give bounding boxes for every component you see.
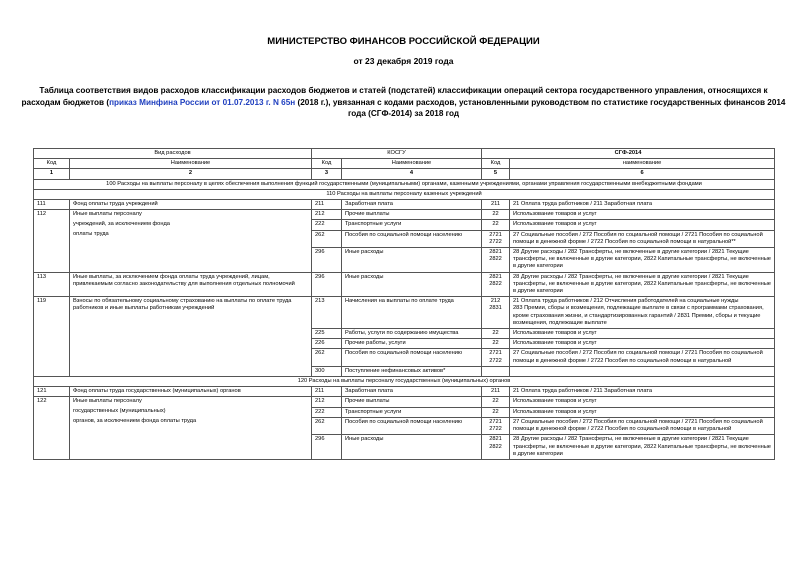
col-number: 4: [342, 169, 482, 179]
ministry-title: МИНИСТЕРСТВО ФИНАНСОВ РОССИЙСКОЙ ФЕДЕРАЦИИ: [267, 36, 540, 47]
table-row: [34, 272, 775, 297]
kosgu-code: 226: [312, 339, 342, 349]
kosgu-code: 296: [312, 248, 342, 273]
col-number: 1: [34, 169, 70, 179]
group-kosgu: КОСГУ: [312, 149, 482, 159]
kosgu-code: 262: [312, 417, 342, 434]
expense-name-line: государственных (муниципальных): [70, 407, 312, 417]
table-row: [34, 397, 775, 407]
section-row: [34, 377, 775, 387]
kosgu-name: Пособия по социальной помощи населению: [342, 349, 482, 366]
table-row: [34, 387, 775, 397]
sgf-name: Использование товаров и услуг: [510, 220, 775, 230]
kosgu-name: Иные расходы: [342, 248, 482, 273]
sgf-name: Использование товаров и услуг: [510, 210, 775, 220]
col-header: Код: [34, 159, 70, 169]
col-number: 2: [70, 169, 312, 179]
kosgu-code: 222: [312, 220, 342, 230]
kosgu-code: 212: [312, 210, 342, 220]
sgf-name: 21 Оплата труда работников / 211 Заработная плата: [510, 387, 775, 397]
sgf-name: 28 Другие расходы / 282 Трансферты, не включенные в другие категории / 2821 Текущие трансферты, не включенные в другие категории, 2822 Капитальные трансферты, не включенные в другие категории: [510, 272, 775, 297]
sgf-name: Использование товаров и услуг: [510, 329, 775, 339]
document-title: [20, 85, 787, 120]
section-100: 100 Расходы на выплаты персоналу в целях обеспечения выполнения функций государственными (муниципальными) органами, казенными учреждениями, органами управления государственными внебюджетными фондами: [34, 179, 775, 189]
sgf-code: 2821 2822: [482, 435, 510, 460]
expense-name-line: оплаты труда: [70, 230, 312, 272]
sgf-code: 22: [482, 329, 510, 339]
expense-name: Иные выплаты, за исключением фонда оплаты труда учреждений, лицам, привлекаемым согласно законодательству для выполнения отдельных полномочий: [70, 272, 312, 297]
kosgu-code: 296: [312, 272, 342, 297]
table-row: [34, 230, 775, 247]
sgf-name: 27 Социальные пособия / 272 Пособия по социальной помощи / 2721 Пособия по социальной помощи в денежной форме / 2722 Пособия по социальной помощи в натуральной: [510, 417, 775, 434]
expense-name-line: Иные выплаты персоналу: [70, 397, 312, 407]
kosgu-name: Начисления на выплаты по оплате труда: [342, 297, 482, 329]
expense-code: 112: [34, 210, 70, 272]
col-header: наименование: [510, 159, 775, 169]
sgf-code: 2721 2722: [482, 230, 510, 247]
kosgu-name: Прочие работы, услуги: [342, 339, 482, 349]
sgf-code: 211: [482, 387, 510, 397]
sgf-name: Использование товаров и услуг: [510, 397, 775, 407]
sgf-code: 212 2831: [482, 297, 510, 329]
expense-name-line: учреждений, за исключением фонда: [70, 220, 312, 230]
kosgu-name: Заработная плата: [342, 387, 482, 397]
sgf-name: Использование товаров и услуг: [510, 407, 775, 417]
kosgu-code: 300: [312, 366, 342, 376]
sgf-name: 27 Социальные пособия / 272 Пособия по социальной помощи / 2721 Пособия по социальной помощи в денежной форме / 2722 Пособия по социальной помощи в натуральной: [510, 349, 775, 366]
table-column-numbers: [34, 169, 775, 179]
kosgu-name: Прочие выплаты: [342, 397, 482, 407]
kosgu-code: 211: [312, 200, 342, 210]
group-expense-type: Вид расходов: [34, 149, 312, 159]
expense-name: Взносы по обязательному социальному страхованию на выплаты по оплате труда работников и иные выплаты работникам учреждений: [70, 297, 312, 377]
kosgu-code: 212: [312, 397, 342, 407]
sgf-name: 27 Социальные пособия / 272 Пособия по социальной помощи / 2721 Пособия по социальной помощи в денежной форме / 2722 Пособия по социальной помощи в натуральной**: [510, 230, 775, 247]
table-group-header: [34, 149, 775, 159]
kosgu-code: 225: [312, 329, 342, 339]
table-row: [34, 220, 775, 230]
sgf-code: 2821 2822: [482, 248, 510, 273]
sgf-name: [510, 366, 775, 376]
sgf-code: 22: [482, 210, 510, 220]
kosgu-name: Работы, услуги по содержанию имущества: [342, 329, 482, 339]
sgf-code: 211: [482, 200, 510, 210]
expense-code: 119: [34, 297, 70, 377]
kosgu-code: 262: [312, 230, 342, 247]
col-number: 6: [510, 169, 775, 179]
kosgu-code: 262: [312, 349, 342, 366]
sgf-code: [482, 366, 510, 376]
document-date: от 23 декабря 2019 года: [353, 56, 454, 66]
sgf-name: 21 Оплата труда работников / 212 Отчисления работодателей на социальные нужды 283 Премии, сборы и возмещения, подлежащие выплате в связи с программами страхования, кроме страхования жизни, и стандартизированных гарантий / 2831 Премии, сборы и текущие возмещения, подлежащие выплате: [510, 297, 775, 329]
kosgu-code: 211: [312, 387, 342, 397]
correspondence-table: [33, 148, 775, 460]
kosgu-name: Транспортные услуги: [342, 407, 482, 417]
title-part-a: Таблица соответствия видов расходов классификации расходов бюджетов и статей (подстатей) классификации операций сектора государственного управления, относящихся к расходам бюджетов (: [21, 86, 768, 107]
sgf-code: 22: [482, 339, 510, 349]
section-110: 110 Расходы на выплаты персоналу казенных учреждений: [34, 189, 775, 199]
kosgu-name: Иные расходы: [342, 272, 482, 297]
sgf-code: 2721 2722: [482, 417, 510, 434]
expense-code: 121: [34, 387, 70, 397]
section-row: [34, 179, 775, 189]
expense-name: Фонд оплаты труда государственных (муниципальных) органов: [70, 387, 312, 397]
section-row: [34, 189, 775, 199]
sgf-code: 22: [482, 220, 510, 230]
col-header: Наименование: [342, 159, 482, 169]
sgf-code: 22: [482, 407, 510, 417]
sgf-code: 2821 2822: [482, 272, 510, 297]
order-link[interactable]: приказ Минфина России от 01.07.2013 г. N 65н: [109, 97, 296, 107]
expense-code: 113: [34, 272, 70, 297]
sgf-code: 22: [482, 397, 510, 407]
kosgu-name: Пособия по социальной помощи населению: [342, 417, 482, 434]
kosgu-code: 296: [312, 435, 342, 460]
sgf-name: 28 Другие расходы / 282 Трансферты, не включенные в другие категории / 2821 Текущие трансферты, не включенные в другие категории, 2822 Капитальные трансферты, не включенные в другие категории: [510, 248, 775, 273]
table-column-header: [34, 159, 775, 169]
expense-name: Фонд оплаты труда учреждений: [70, 200, 312, 210]
col-number: 5: [482, 169, 510, 179]
expense-code: 111: [34, 200, 70, 210]
group-sgf: СГФ-2014: [482, 149, 775, 159]
kosgu-name: Прочие выплаты: [342, 210, 482, 220]
kosgu-code: 213: [312, 297, 342, 329]
col-number: 3: [312, 169, 342, 179]
table-row: [34, 200, 775, 210]
kosgu-name: Поступление нефинансовых активов*: [342, 366, 482, 376]
expense-name-line: Иные выплаты персоналу: [70, 210, 312, 220]
table-row: [34, 407, 775, 417]
col-header: Код: [312, 159, 342, 169]
section-120: 120 Расходы на выплаты персоналу государственных (муниципальных) органов: [34, 377, 775, 387]
kosgu-name: Транспортные услуги: [342, 220, 482, 230]
title-part-b: (2018 г.), увязанная с кодами расходов, установленными руководством по статистике государственных финансов 2014 года (СГФ-2014) за 2018 год: [295, 97, 786, 118]
sgf-name: Использование товаров и услуг: [510, 339, 775, 349]
sgf-name: 21 Оплата труда работников / 211 Заработная плата: [510, 200, 775, 210]
sgf-name: 28 Другие расходы / 282 Трансферты, не включенные в другие категории / 2821 Текущие трансферты, не включенные в другие категории, 2822 Капитальные трансферты, не включенные в другие категории: [510, 435, 775, 460]
kosgu-name: Заработная плата: [342, 200, 482, 210]
table-row: [34, 297, 775, 329]
col-header: Наименование: [70, 159, 312, 169]
col-header: Код: [482, 159, 510, 169]
expense-code: 122: [34, 397, 70, 459]
table-row: [34, 210, 775, 220]
kosgu-name: Иные расходы: [342, 435, 482, 460]
expense-name-line: органов, за исключением фонда оплаты труда: [70, 417, 312, 459]
kosgu-name: Пособия по социальной помощи населению: [342, 230, 482, 247]
table-row: [34, 417, 775, 434]
sgf-code: 2721 2722: [482, 349, 510, 366]
kosgu-code: 222: [312, 407, 342, 417]
